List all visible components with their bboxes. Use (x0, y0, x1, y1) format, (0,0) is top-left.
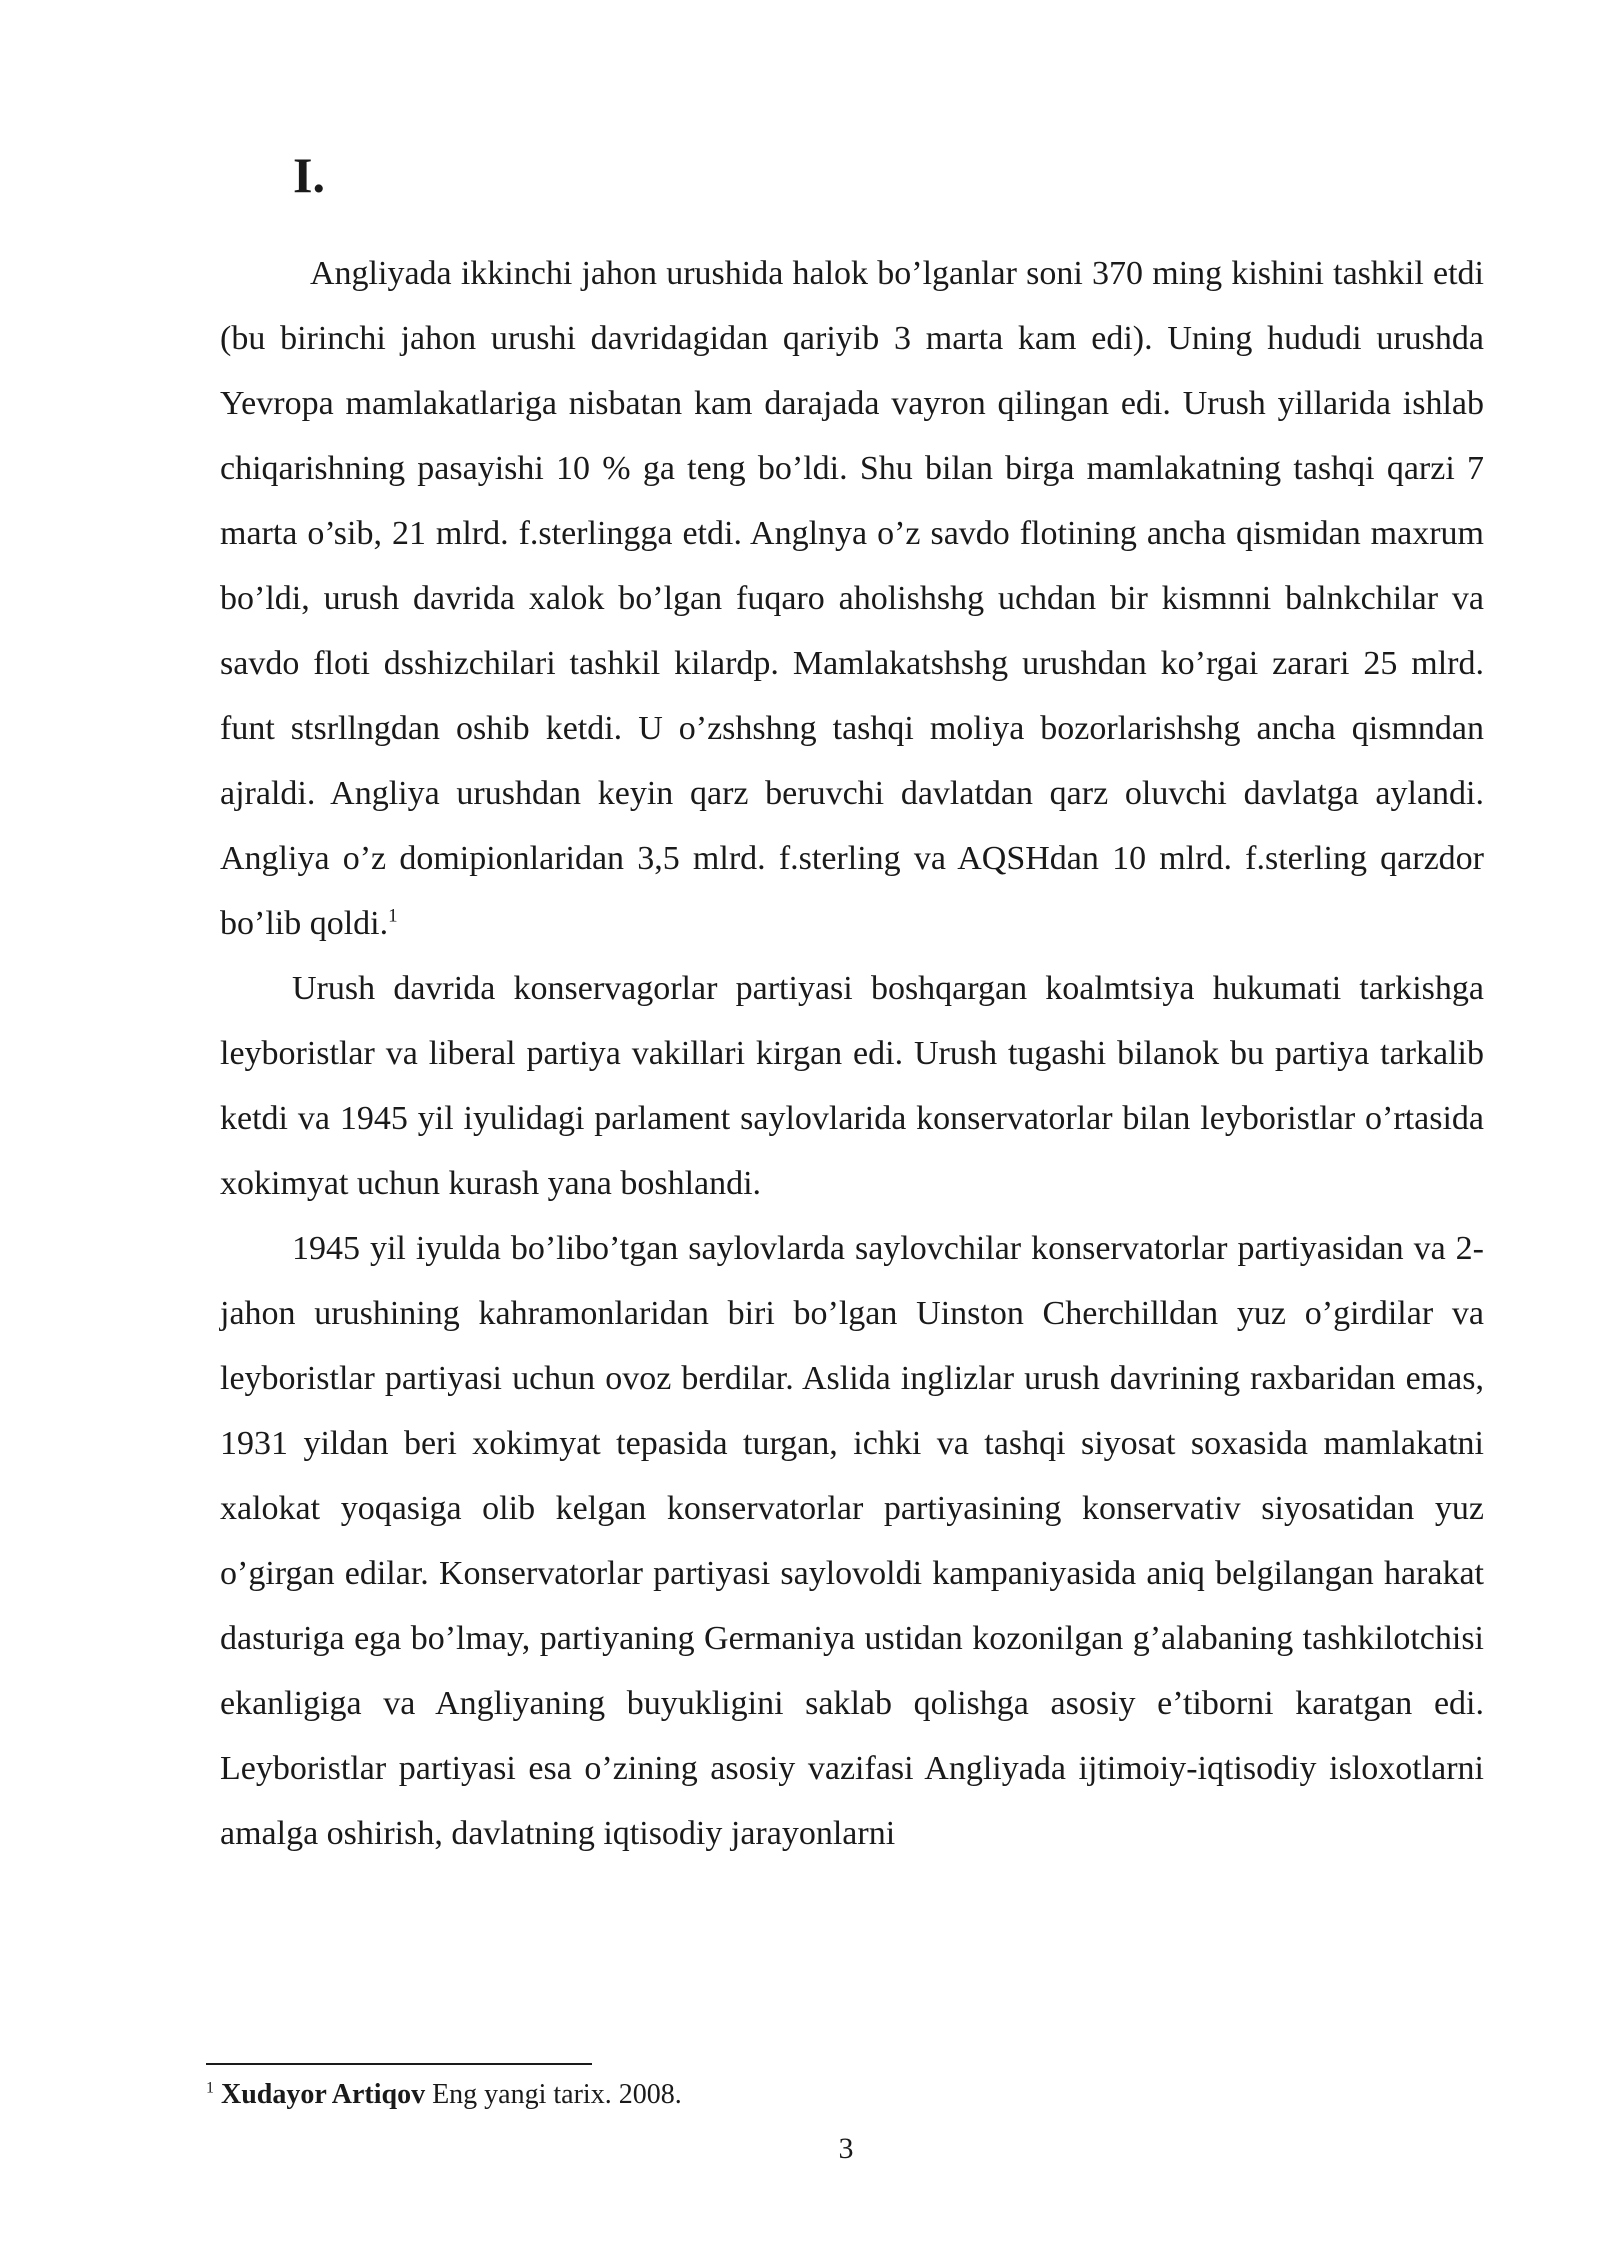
paragraph-1 (220, 241, 1484, 956)
paragraph-3: 1945 yil iyulda bo’libo’tgan saylovlarda saylovchilar konservatorlar partiyasidan va 2-jahon urushining kahramonlaridan biri bo’lgan Uinston Cherchilldan yuz o’girdilar va leyboristlar partiyasi uchun ovoz berdilar. Aslida inglizlar urush davrining raxbaridan emas, 1931 yildan beri xokimyat tepasida turgan, ichki va tashqi siyosat soxasida mamlakatni xalokat yoqasiga olib kelgan konservatorlar partiyasining konservativ siyosatidan yuz o’girgan edilar. Konservatorlar partiyasi saylovoldi kampaniyasida aniq belgilangan harakat dasturiga ega bo’lmay, partiyaning Germaniya ustidan kozonilgan g’alabaning tashkilotchisi ekanligiga va Angliyaning buyukligini saklab qolishga asosiy e’tiborni karatgan edi. Leyboristlar partiyasi esa o’zining asosiy vazifasi Angliyada ijtimoiy-iqtisodiy isloxotlarni amalga oshirish, davlatning iqtisodiy jarayonlarni (220, 1230, 1484, 1852)
footnote-author: Xudayor Artiqov (221, 2079, 426, 2110)
footnote-marker: 1 (206, 2079, 214, 2097)
paragraph-2: Urush davrida konservagorlar partiyasi boshqargan koalmtsiya hukumati tarkishga leyboristlar va liberal partiya vakillari kirgan edi. Urush tugashi bilanok bu partiya tarkalib ketdi va 1945 yil iyulidagi parlament saylovlarida konservatorlar bilan leyboristlar o’rtasida xokimyat uchun kurash yana boshlandi. (220, 970, 1484, 1202)
footnote (206, 2078, 682, 2112)
body-text (220, 241, 1484, 1866)
paragraph-1-text: Angliyada ikkinchi jahon urushida halok bo’lganlar soni 370 ming kishini tashkil etdi (bu birinchi jahon urushi davridagidan qariyib 3 marta kam edi). Uning hududi urushda Yevropa mamlakatlariga nisbatan kam darajada vayron qilingan edi. Urush yillarida ishlab chiqarishning pasayishi 10 % ga teng bo’ldi. Shu bilan birga mamlakatning tashqi qarzi 7 marta o’sib, 21 mlrd. f.sterlingga etdi. Anglnya o’z savdo flotining ancha qismidan maxrum bo’ldi, urush davrida xalok bo’lgan fuqaro aholishshg uchdan bir kismnni balnkchilar va savdo floti dsshizchilari tashkil kilardp. Mamlakatshshg urushdan ko’rgai zarari 25 mlrd. funt stsrllngdan oshib ketdi. U o’zshshng tashqi moliya bozorlarishshg ancha qismndan ajraldi. Angliya urushdan keyin qarz beruvchi davlatdan qarz oluvchi davlatga aylandi. Angliya o’z domipionlaridan 3,5 mlrd. f.sterling va AQSHdan 10 mlrd. f.sterling qarzdor bo’lib qoldi. (220, 255, 1484, 942)
footnote-separator (206, 2063, 592, 2065)
section-heading: I. (293, 147, 325, 203)
footnote-reference[interactable]: 1 (388, 905, 398, 927)
page-number: 3 (838, 2132, 854, 2165)
footnote-source: Eng yangi tarix. 2008. (425, 2079, 682, 2110)
